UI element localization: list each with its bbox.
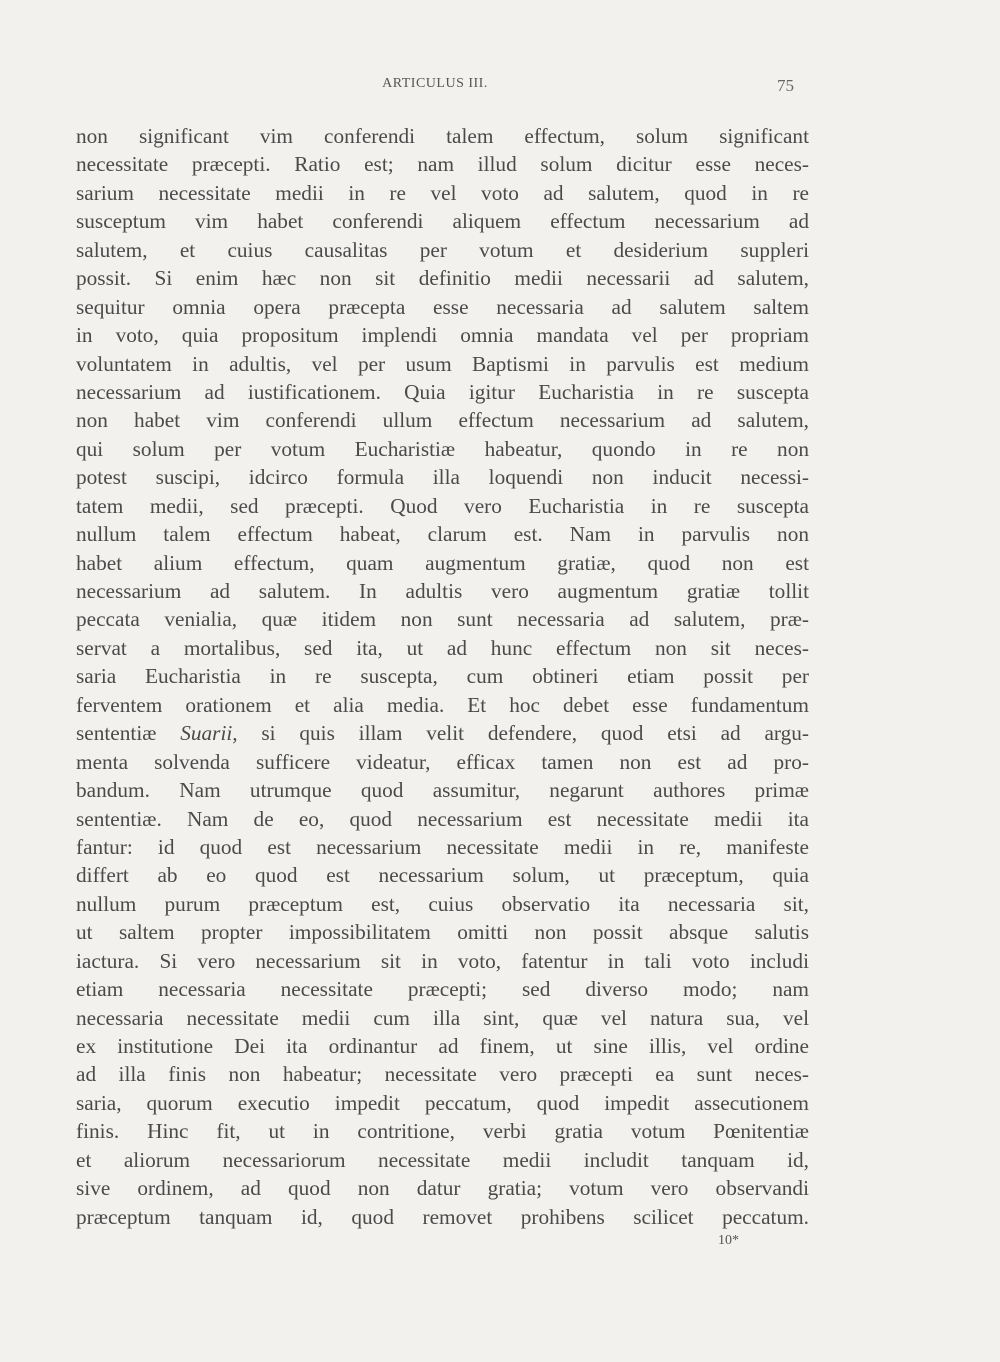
text-line: necessarium ad salutem. In adultis vero augmentum gratiæ tollit <box>76 579 809 603</box>
text-line: differt ab eo quod est necessarium solum, ut præceptum, quia <box>76 863 809 888</box>
text-line: saria Eucharistia in re suscepta, cum obtineri etiam possit per <box>76 664 809 689</box>
text-line: nullum purum præceptum est, cuius observatio ita necessaria sit, <box>76 891 809 916</box>
text-line: non significant vim conferendi talem effectum, solum significant <box>76 124 809 148</box>
text-line: ad illa finis non habeatur; necessitate vero præcepti ea sunt neces- <box>76 1062 809 1087</box>
text-line: non habet vim conferendi ullum effectum necessarium ad salutem, <box>76 408 809 433</box>
text-line: nullum talem effectum habeat, clarum est. Nam in parvulis non <box>76 522 809 547</box>
italic-name: Suarii, <box>180 721 238 746</box>
text-line: potest suscipi, idcirco formula illa loquendi non inducit necessi- <box>76 465 809 490</box>
text-line: sarium necessitate medii in re vel voto ad salutem, quod in re <box>76 180 809 205</box>
signature-mark: 10* <box>718 1233 739 1248</box>
text-line: et aliorum necessariorum necessitate medii includit tanquam id, <box>76 1147 809 1172</box>
page-number: 75 <box>777 76 794 95</box>
text-line: necessaria necessitate medii cum illa sint, quæ vel natura sua, vel <box>76 1005 809 1030</box>
text-line: in voto, quia propositum implendi omnia mandata vel per propriam <box>76 323 809 348</box>
text-line: sive ordinem, ad quod non datur gratia; votum vero observandi <box>76 1176 809 1201</box>
text-line: etiam necessaria necessitate præcepti; sed diverso modo; nam <box>76 977 809 1002</box>
text-line: tatem medii, sed præcepti. Quod vero Eucharistia in re suscepta <box>76 493 809 518</box>
text-line: fantur: id quod est necessarium necessitate medii in re, manifeste <box>76 834 809 859</box>
text-line: sequitur omnia opera præcepta esse necessaria ad salutem saltem <box>76 294 809 319</box>
text-line: ut saltem propter impossibilitatem omitti non possit absque salutis <box>76 920 809 945</box>
text-line: qui solum per votum Eucharistiæ habeatur, quondo in re non <box>76 436 809 461</box>
running-title: ARTICULUS III. <box>382 76 488 91</box>
text-line: servat a mortalibus, sed ita, ut ad hunc effectum non sit neces- <box>76 635 809 660</box>
running-head <box>76 76 794 100</box>
text-line: saria, quorum executio impedit peccatum, quod impedit assecutionem <box>76 1090 809 1115</box>
text-line: sententiæ Suarii, si quis illam velit defendere, quod etsi ad argu- <box>76 721 809 746</box>
text-line: habet alium effectum, quam augmentum gratiæ, quod non est <box>76 550 809 575</box>
text-line: ex institutione Dei ita ordinantur ad finem, ut sine illis, vel ordine <box>76 1034 809 1058</box>
text-line: voluntatem in adultis, vel per usum Baptismi in parvulis est medium <box>76 351 809 376</box>
text-line: menta solvenda sufficere videatur, efficax tamen non est ad pro- <box>76 749 809 774</box>
text-line: possit. Si enim hæc non sit definitio medii necessarii ad salutem, <box>76 266 809 291</box>
body-text <box>76 122 809 1231</box>
text-line: bandum. Nam utrumque quod assumitur, negarunt authores primæ <box>76 778 809 803</box>
text-line: iactura. Si vero necessarium sit in voto, fatentur in tali voto includi <box>76 948 809 973</box>
text-line: salutem, et cuius causalitas per votum et desiderium suppleri <box>76 237 809 262</box>
text-line: necessarium ad iustificationem. Quia igitur Eucharistia in re suscepta <box>76 379 809 404</box>
text-line: susceptum vim habet conferendi aliquem effectum necessarium ad <box>76 209 809 234</box>
text-line: finis. Hinc fit, ut in contritione, verbi gratia votum Pœnitentiæ <box>76 1119 809 1144</box>
text-line: præceptum tanquam id, quod removet prohibens scilicet peccatum. <box>76 1204 809 1229</box>
text-line: peccata venialia, quæ itidem non sunt necessaria ad salutem, præ- <box>76 607 809 632</box>
text-line: ferventem orationem et alia media. Et hoc debet esse fundamentum <box>76 692 809 717</box>
text-line: necessitate præcepti. Ratio est; nam illud solum dicitur esse neces- <box>76 152 809 177</box>
text-line: sententiæ. Nam de eo, quod necessarium est necessitate medii ita <box>76 806 809 831</box>
